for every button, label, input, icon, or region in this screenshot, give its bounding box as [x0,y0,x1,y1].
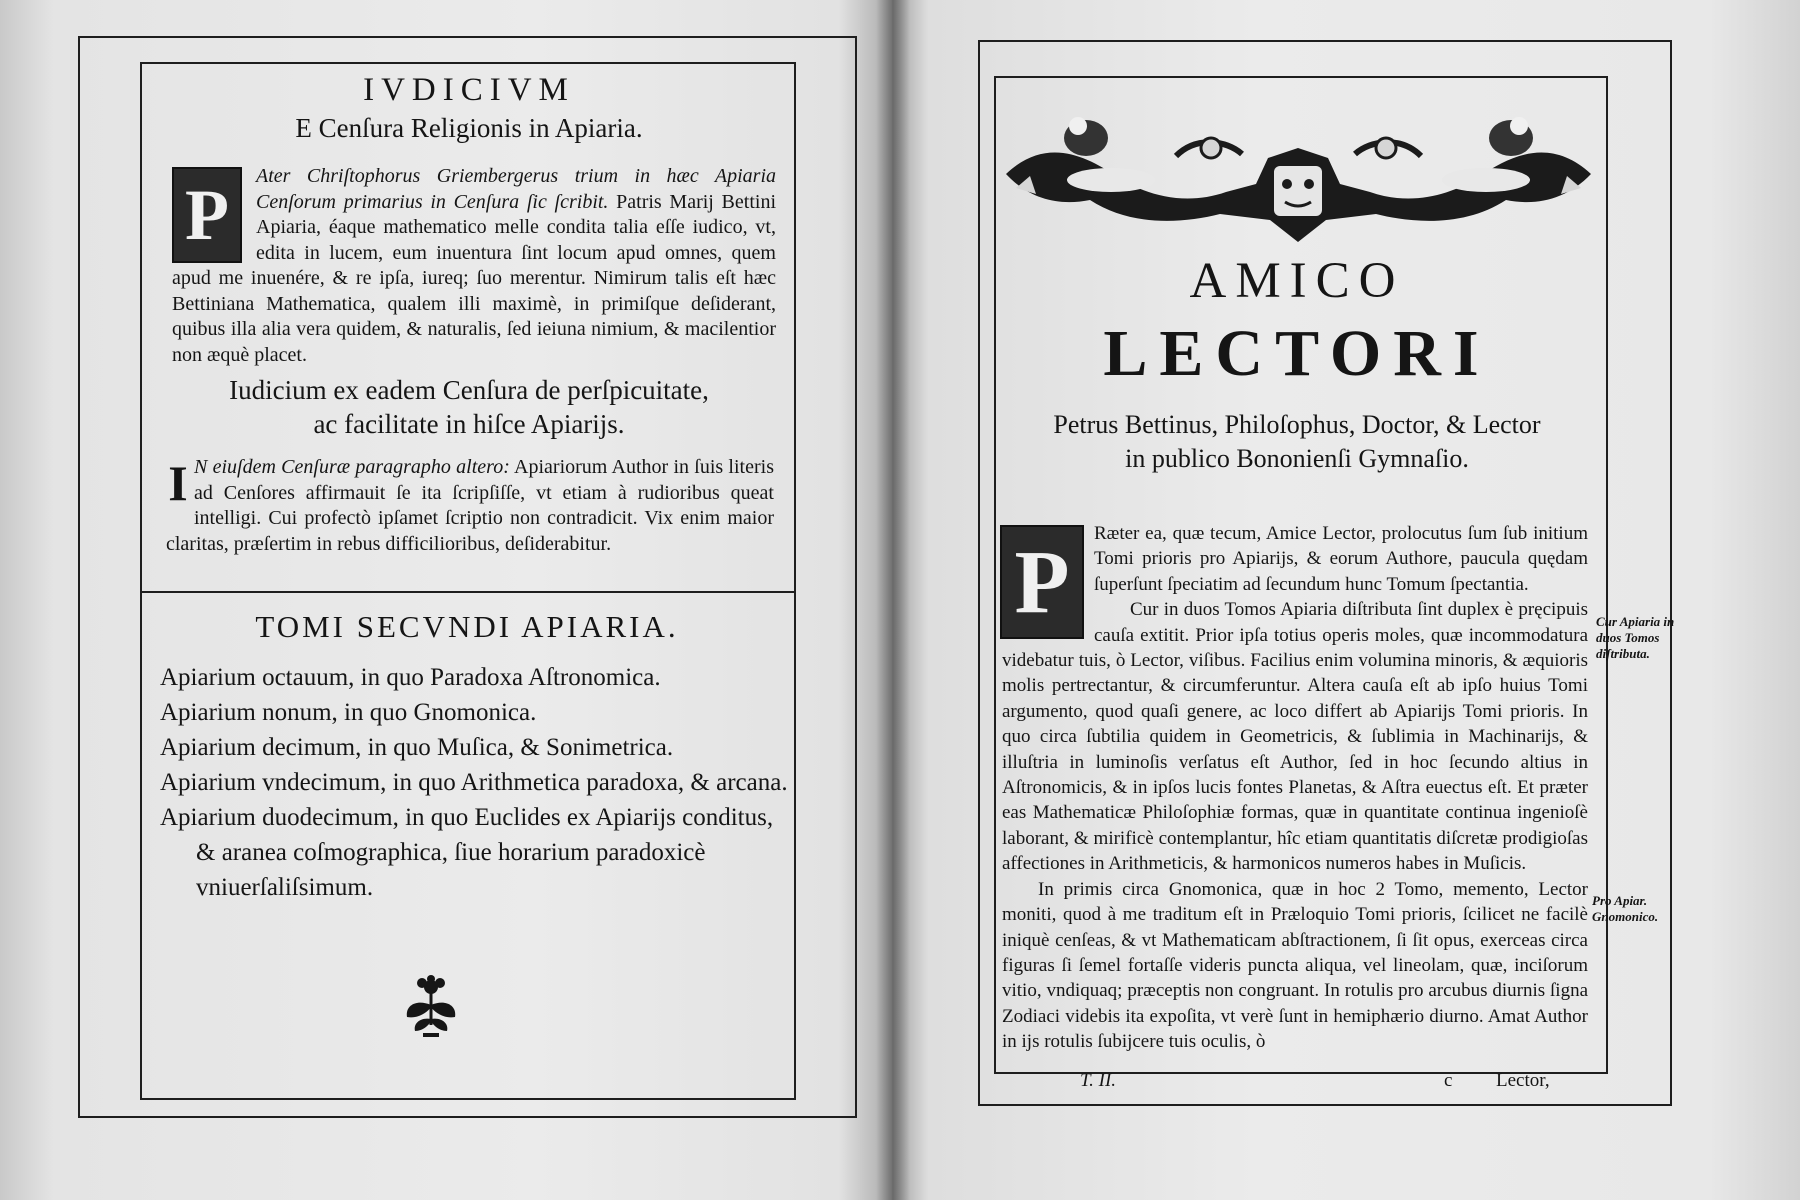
floral-tailpiece-icon [403,975,459,1039]
book-gutter [876,0,910,1200]
byline-line-1: Petrus Bettinus, Philoſophus, Doctor, & Lector [1053,410,1541,439]
section-rule [140,591,794,593]
list-item: Apiarium nonum, in quo Gnomonica. [160,699,537,726]
iudicium-title: IVDICIVM [363,72,575,108]
initial-spacer [1002,521,1094,641]
censura-paragraph [172,164,776,368]
list-item: Apiarium duodecimum, in quo Euclides ex Apiarijs conditus, & aranea coſmographica, ſiue horarium paradoxicè vniuerſaliſsimum. [160,804,774,901]
tomi-heading: TOMI SECVNDI APIARIA. [255,609,679,644]
censura-lead: Ater Chriſtophorus Griembergerus trium in hæc Apiaria Cenſorum primarius in Cenſura ſic ſcribit. [256,165,776,213]
signature-letter: c [1444,1070,1453,1091]
apiaria-list [160,660,790,905]
preface-text [1002,521,1588,1055]
decorated-initial-p: P [1000,525,1084,639]
iudicium-subtitle: E Cenſura Religionis in Apiaria. [295,113,643,143]
author-byline [1000,408,1594,476]
preface-paragraph: Cur in duos Tomos Apiaria diſtributa ſint duplex è pręcipuis cauſa extitit. Prior ipſa totius operis moles, quæ incommodatura videbatur tuis, ò Lector, viſibus. Facilius enim volumina minoris, & æquioris molis pertrectantur, & circumferuntur. Altera cauſa eſt ab ipſo huius Tomi argumento, quod quaſi genere, ac loco differt ab Apiarijs Tomi prioris. In quo circa ſubtilia quidem in Geometricis, & ſublimia in Machinarijs, & illuſtria in luminoſis verſatus eſt Author, ſed in hoc ſecundo altius in Aſtronomicis, & in ipſos lucis fontes Planetas, & Aſtra euectus eſt. Et præter eas Mathematicæ Philoſophiæ formas, quæ in quantitate continua ingenioſè laborant, & mirificè contemplantur, hîc etiam quantitatis diſcretæ prodigioſas affectiones in Arithmeticis, & harmonicos numeros habes in Muſicis. [1002,599,1588,875]
decorated-initial-p: P [172,167,242,263]
preface-paragraph: In primis circa Gnomonica, quæ in hoc 2 Tomo, memento, Lector moniti, quod à me traditum eſt in Præloquio Tomi prioris, ſcilicet ne facilè iniquè cenſeas, & vt Mathematicam abſtractionem, ſi ſit opus, exerceas circa figuras ſi ſemel fortaſſe videris puncta aliqua, vel lineolam, quæ, inciſorum vitio, vndiquaq; præceptis non congruant. In rotulis pro arcubus diurnis ſigna Zodiaci videbis ita expoſita, vt verè ſunt in hemiphærio diurno. Amat Author in ijs rotulis ſubijcere tuis oculis, ò [1002,878,1588,1053]
perspicuity-heading [160,373,778,441]
preface-paragraph: Ræter ea, quæ tecum, Amice Lector, prolocutus ſum ſub initium Tomi prioris pro Apiarijs, & eorum Authore, paucula quędam ſuperſunt ſpeciatim ad ſecundum hunc Tomum ſpectantia. [1094,523,1588,595]
initial-i: I [168,455,188,511]
byline-line-2: in publico Bononienſi Gymnaſio. [1125,444,1469,473]
censura-body: Patris Marij Bettini Apiaria, éaque mathematico melle condita talia eſſe iudico, vt, edita in lucem, eum inuentura ſint locum apud omnes, quem apud me inuenére, & re ipſa, iureq; ſuo merentur. Nimirum talis eſt hæc Bettiniana Mathematica, qualem illi maximè, in primiſque deſiderant, quibus illa alia vera quidem, & naturalis, ſed ieiuna nimium, & macilentior non æquè placet. [172,190,777,366]
list-item: Apiarium vndecimum, in quo Arithmetica paradoxa, & arcana. [160,769,788,796]
initial-spacer [166,455,194,511]
initial-spacer [172,164,256,264]
perspicuity-heading-line-2: ac facilitate in hiſce Apiarijs. [313,409,625,439]
lectori-title: LECTORI [1103,317,1491,390]
second-censura-paragraph [166,455,774,557]
putti-headpiece-icon [1006,96,1591,244]
list-item: Apiarium octauum, in quo Paradoxa Aſtronomica. [160,664,661,691]
second-censura-lead: N eiuſdem Cenſuræ paragrapho altero: [194,456,510,478]
perspicuity-heading-line-1: Iudicium ex eadem Cenſura de perſpicuitate, [229,375,709,405]
margin-note: Cur Apiaria in duos Tomos diſtributa. [1596,614,1675,661]
signature-mark: T. II. [1080,1070,1117,1091]
amico-title: AMICO [1189,253,1405,309]
margin-note: Pro Apiar. Gnomonico. [1592,893,1659,924]
list-item: Apiarium decimum, in quo Muſica, & Sonimetrica. [160,734,674,761]
catchword: Lector, [1496,1070,1550,1091]
second-censura-body: Apiariorum Author in ſuis literis ad Cenſores affirmauit ſe ita ſcripſiſſe, vt etiam à rudioribus queat intelligi. Cui profectò ipſamet ſcriptio non contradicit. Vix enim maior claritas, præſertim in rebus difficilioribus, deſiderabitur. [166,456,774,555]
